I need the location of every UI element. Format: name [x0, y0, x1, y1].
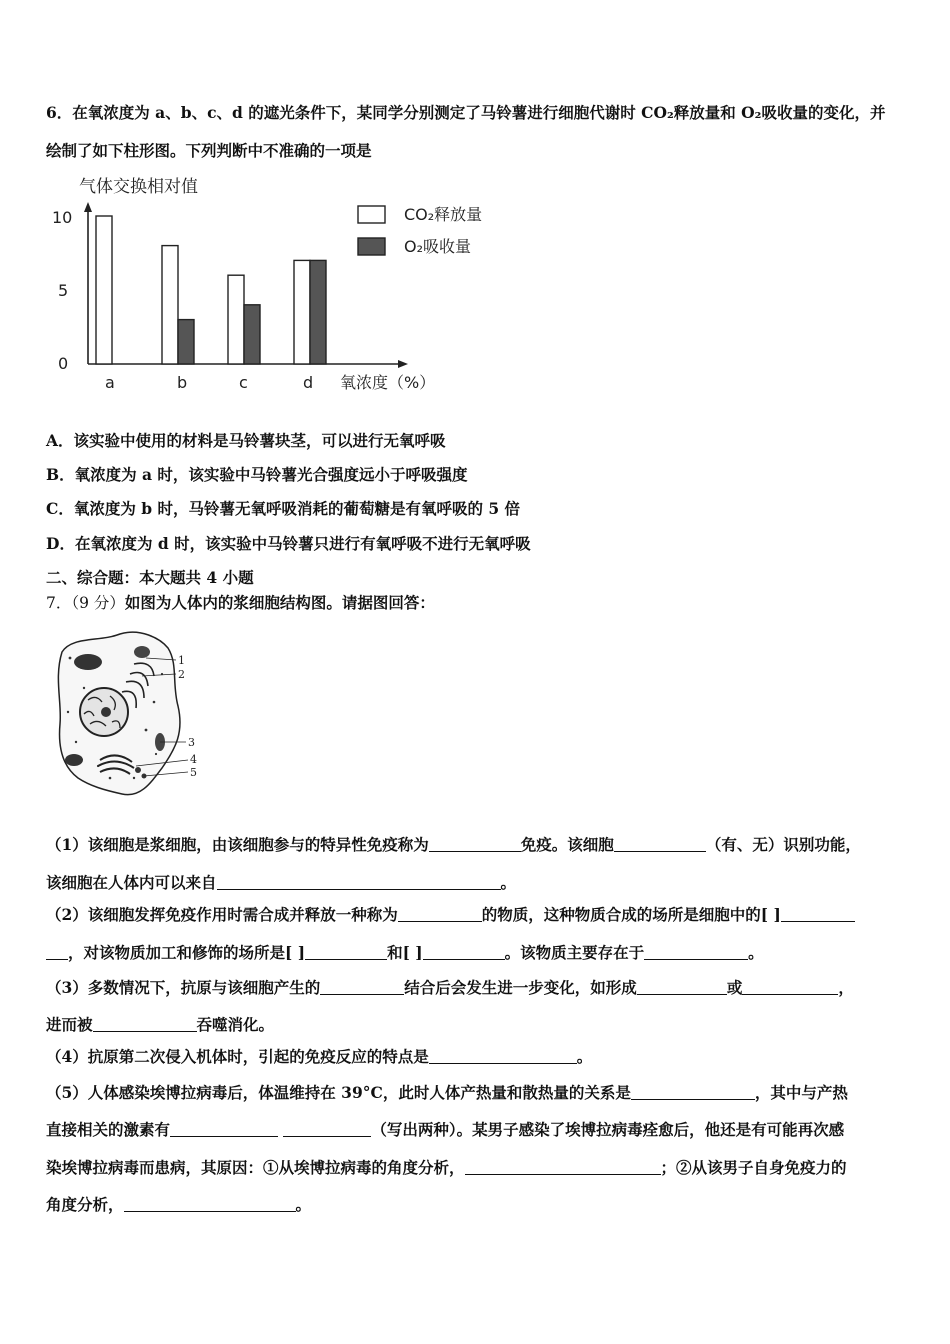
figure-label-3: 3 — [188, 736, 195, 749]
q7-part1-text-e: 。 — [500, 873, 517, 892]
bar-co2-b — [162, 246, 178, 364]
figure-label-5: 5 — [190, 766, 197, 779]
chart-title: 气体交换相对值 — [79, 177, 198, 197]
answer-blank-11[interactable] — [742, 980, 838, 995]
answer-blank-10[interactable] — [637, 980, 727, 995]
x-label-d: d — [303, 373, 314, 392]
q7-part3-text-a: （3）多数情况下，抗原与该细胞产生的 — [46, 978, 321, 997]
x-axis-arrow — [398, 360, 408, 368]
q7-part1-text-c: （有、无）识别功能， — [705, 835, 861, 854]
y-tick-0: 0 — [58, 354, 69, 373]
q7-part5-text-h: 。 — [295, 1195, 312, 1214]
bar-co2-a — [96, 216, 112, 364]
answer-blank-8[interactable] — [644, 945, 748, 960]
q7-part1-line1 — [46, 836, 861, 855]
answer-blank-3[interactable] — [217, 875, 501, 890]
answer-blank-13[interactable] — [429, 1049, 577, 1064]
answer-blank-16[interactable] — [283, 1122, 371, 1137]
q7-part5-text-g: 角度分析， — [46, 1195, 124, 1214]
q7-part5-text-c: 直接相关的激素有 — [46, 1120, 171, 1139]
q7-part5-line2 — [46, 1121, 844, 1140]
legend-label-o2: O₂吸收量 — [404, 237, 472, 256]
q6-stem-line2: 绘制了如下柱形图。下列判断中不准确的一项是 — [46, 141, 372, 160]
q7-stem — [46, 594, 435, 613]
answer-blank-14[interactable] — [631, 1085, 755, 1100]
answer-blank-1[interactable] — [429, 837, 521, 852]
q7-score: （9 分） — [71, 594, 125, 612]
legend-label-co2: CO₂释放量 — [404, 205, 483, 224]
answer-blank-5-cont[interactable] — [46, 945, 68, 960]
answer-blank-9[interactable] — [320, 980, 404, 995]
bar-co2-c — [228, 275, 244, 364]
q7-part4-line1 — [46, 1048, 592, 1067]
q7-part5-text-f: ；②从该男子自身免疫力的 — [660, 1158, 847, 1177]
q7-part3-text-f: 吞噬消化。 — [196, 1015, 275, 1034]
q7-part3-text-e: 进而被 — [46, 1015, 93, 1034]
q7-part2-line2 — [46, 944, 764, 963]
x-label-a: a — [105, 373, 115, 392]
q7-part5-text-b: ，其中与产热 — [754, 1083, 848, 1102]
q7-part5-text-d: （写出两种）。某男子感染了埃博拉病毒痊愈后，他还是有可能再次感 — [371, 1120, 845, 1139]
figure-label-2: 2 — [178, 668, 185, 681]
section-heading: 二、综合题：本大题共 4 小题 — [46, 568, 254, 587]
bar-o2-d — [310, 260, 326, 364]
q7-part1-text-b: 免疫。该细胞 — [520, 835, 614, 854]
x-axis-title: 氧浓度（%） — [340, 373, 436, 392]
x-label-c: c — [239, 373, 248, 392]
q7-part2-text-b: 的物质，这种物质合成的场所是细胞中的[ ] — [481, 905, 781, 924]
q7-part5-line3 — [46, 1159, 847, 1178]
q6-stem-line1: 6．在氧浓度为 a、b、c、d 的遮光条件下，某同学分别测定了马铃薯进行细胞代谢时 CO₂释放量和 O₂吸收量的变化，并 — [46, 103, 886, 122]
mitochondrion-1 — [74, 654, 102, 670]
answer-blank-18[interactable] — [124, 1197, 296, 1212]
bar-o2-c — [244, 305, 260, 364]
q7-stem-text: 如图为人体内的浆细胞结构图。请据图回答： — [124, 593, 435, 612]
q7-part1-line2 — [46, 874, 516, 893]
q7-part3-line1 — [46, 979, 854, 998]
q7-part5-line4 — [46, 1196, 311, 1215]
q6-option-c: C．氧浓度为 b 时，马铃薯无氧呼吸消耗的葡萄糖是有氧呼吸的 5 倍 — [46, 499, 521, 518]
q6-option-a: A．该实验中使用的材料是马铃薯块茎，可以进行无氧呼吸 — [46, 431, 446, 450]
q7-part1-text-d: 该细胞在人体内可以来自 — [46, 873, 217, 892]
q7-part2-text-f: 。 — [748, 943, 764, 962]
legend-swatch-co2 — [358, 206, 385, 223]
q7-part5-line1 — [46, 1084, 848, 1103]
figure-label-1: 1 — [178, 654, 185, 667]
q7-part5-text-e: 染埃博拉病毒而患病，其原因：①从埃博拉病毒的角度分析， — [46, 1158, 465, 1177]
answer-blank-12[interactable] — [93, 1017, 197, 1032]
answer-blank-15[interactable] — [170, 1122, 278, 1137]
q7-part3-line2 — [46, 1016, 274, 1035]
q7-part2-text-a: （2）该细胞发挥免疫作用时需合成并释放一种称为 — [46, 905, 398, 924]
y-tick-10: 10 — [52, 208, 73, 227]
q7-number: 7． — [46, 594, 72, 612]
q7-part3-text-d: ， — [838, 978, 854, 997]
q7-part5-text-a: （5）人体感染埃博拉病毒后，体温维持在 39°C，此时人体产热量和散热量的关系是 — [46, 1083, 631, 1102]
bar-o2-b — [178, 320, 194, 364]
mitochondrion-2 — [65, 754, 83, 766]
answer-blank-4[interactable] — [398, 907, 482, 922]
answer-blank-7[interactable] — [423, 945, 505, 960]
y-tick-5: 5 — [58, 281, 69, 300]
q7-part4-text-a: （4）抗原第二次侵入机体时，引起的免疫反应的特点是 — [46, 1047, 429, 1066]
vesicle-1 — [135, 767, 141, 773]
q7-part2-text-d: 和[ ] — [387, 943, 423, 962]
legend-swatch-o2 — [358, 238, 385, 255]
answer-blank-5[interactable] — [781, 907, 855, 922]
plasma-cell-figure — [50, 628, 210, 800]
x-label-b: b — [177, 373, 188, 392]
bar-co2-d — [294, 260, 310, 364]
q6-option-b: B．氧浓度为 a 时，该实验中马铃薯光合强度远小于呼吸强度 — [46, 465, 468, 484]
nucleolus — [101, 707, 111, 717]
q6-option-d: D．在氧浓度为 d 时，该实验中马铃薯只进行有氧呼吸不进行无氧呼吸 — [46, 534, 531, 553]
mitochondrion-4 — [134, 646, 150, 658]
q7-part2-line1 — [46, 906, 855, 925]
y-axis-arrow — [84, 202, 92, 212]
answer-blank-2[interactable] — [614, 837, 706, 852]
figure-label-4: 4 — [190, 753, 197, 766]
answer-blank-17[interactable] — [465, 1160, 661, 1175]
q7-part1-text-a: （1）该细胞是浆细胞，由该细胞参与的特异性免疫称为 — [46, 835, 429, 854]
q7-part3-text-b: 结合后会发生进一步变化，如形成 — [404, 978, 637, 997]
q7-part4-text-b: 。 — [576, 1047, 593, 1066]
q7-part2-text-e: 。该物质主要存在于 — [504, 943, 645, 962]
bar-chart — [44, 168, 483, 400]
q7-part2-text-c: ，对该物质加工和修饰的场所是[ ] — [68, 943, 306, 962]
answer-blank-6[interactable] — [305, 945, 387, 960]
q7-part3-text-c: 或 — [726, 978, 743, 997]
bars-group — [96, 216, 326, 364]
